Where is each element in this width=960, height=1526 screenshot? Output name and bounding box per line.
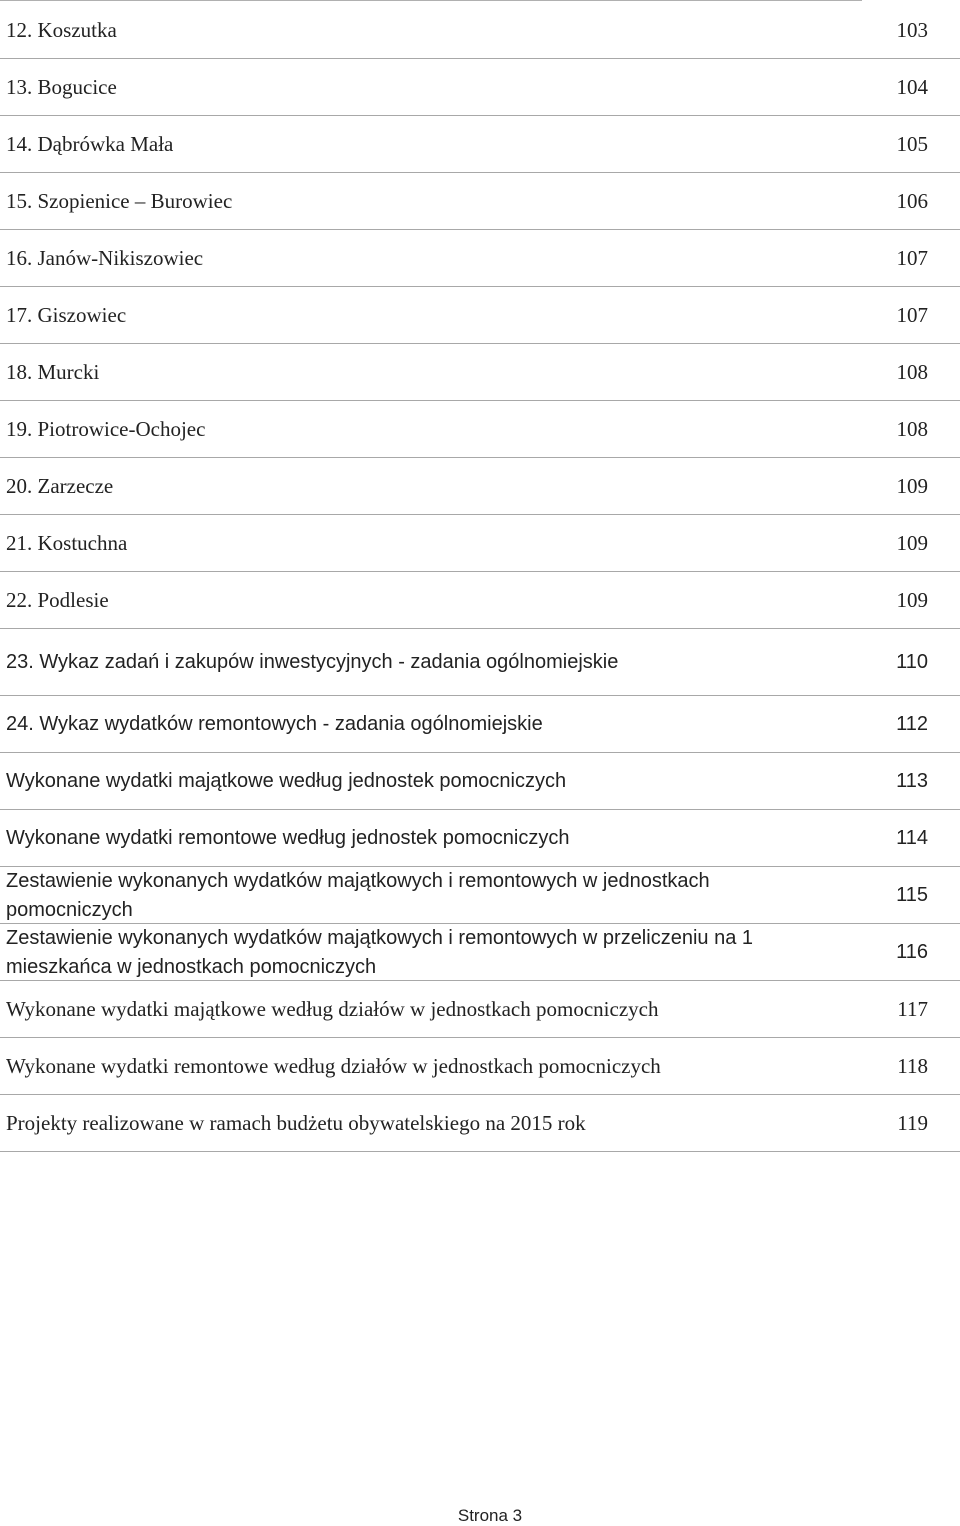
toc-entry-title[interactable]: Projekty realizowane w ramach budżetu obywatelskiego na 2015 rok [6, 1111, 586, 1135]
toc-entry-page: 108 [896, 417, 928, 441]
toc-entry-title[interactable]: 12. Koszutka [6, 18, 117, 42]
toc-entry-title[interactable]: 22. Podlesie [6, 588, 109, 612]
toc-row[interactable] [0, 116, 960, 173]
toc-row[interactable] [0, 458, 960, 515]
toc-row[interactable] [0, 2, 960, 59]
toc-entry-page: 110 [896, 651, 928, 673]
toc-entry-title[interactable]: Wykonane wydatki majątkowe według działów w jednostkach pomocniczych [6, 997, 659, 1021]
toc-row[interactable] [0, 287, 960, 344]
toc-entry-page: 115 [896, 884, 928, 906]
page-number-footer: Strona 3 [457, 1506, 523, 1525]
toc-entry-title[interactable]: 24. Wykaz wydatków remontowych - zadania ogólnomiejskie [6, 713, 543, 735]
toc-row[interactable] [0, 401, 960, 458]
table-of-contents [0, 2, 960, 1152]
toc-entry-page: 104 [896, 75, 928, 99]
toc-entry-title[interactable]: Wykonane wydatki remontowe według działów w jednostkach pomocniczych [6, 1054, 661, 1078]
toc-entry-page: 107 [896, 303, 928, 327]
toc-entry-title[interactable]: 15. Szopienice – Burowiec [6, 189, 233, 213]
toc-entry-page: 103 [896, 18, 928, 42]
toc-entry-page: 108 [896, 360, 928, 384]
toc-entry-page: 113 [896, 770, 928, 792]
toc-entry-page: 117 [897, 997, 928, 1021]
toc-entry-title[interactable]: 23. Wykaz zadań i zakupów inwestycyjnych - zadania ogólnomiejskie [6, 651, 619, 673]
toc-entry-page: 109 [896, 588, 928, 612]
toc-row[interactable] [0, 629, 960, 696]
toc-entry-page: 109 [896, 474, 928, 498]
toc-entry-title[interactable]: 16. Janów-Nikiszowiec [6, 246, 204, 270]
toc-row[interactable] [0, 1095, 960, 1152]
toc-entry-page: 109 [896, 531, 928, 555]
toc-row[interactable] [0, 572, 960, 629]
top-rule [0, 0, 862, 1]
toc-entry-title[interactable]: Zestawienie wykonanych wydatków majątkowych i remontowych w przeliczeniu na 1 mieszkańca w jednostkach pomocniczych [6, 927, 753, 978]
toc-entry-page: 114 [896, 827, 928, 849]
toc-entry-page: 107 [896, 246, 928, 270]
toc-entry-page: 105 [896, 132, 928, 156]
toc-entry-page: 112 [896, 713, 928, 735]
toc-row[interactable] [0, 344, 960, 401]
toc-row[interactable] [0, 696, 960, 753]
toc-row[interactable] [0, 810, 960, 867]
toc-entry-title[interactable]: Zestawienie wykonanych wydatków majątkowych i remontowych w jednostkach pomocniczych [6, 870, 710, 921]
toc-row[interactable] [0, 867, 960, 924]
toc-row[interactable] [0, 981, 960, 1038]
toc-entry-title[interactable]: 21. Kostuchna [6, 531, 128, 555]
toc-entry-page: 106 [896, 189, 928, 213]
toc-entry-title[interactable]: 14. Dąbrówka Mała [6, 132, 174, 156]
toc-row[interactable] [0, 173, 960, 230]
toc-entry-page: 118 [897, 1054, 928, 1078]
toc-entry-title[interactable]: 19. Piotrowice-Ochojec [6, 417, 206, 441]
toc-entry-page: 119 [897, 1111, 928, 1135]
toc-row[interactable] [0, 753, 960, 810]
toc-entry-title[interactable]: 20. Zarzecze [6, 474, 114, 498]
toc-row[interactable] [0, 230, 960, 287]
toc-entry-page: 116 [896, 941, 928, 963]
toc-row[interactable] [0, 515, 960, 572]
toc-entry-title[interactable]: Wykonane wydatki majątkowe według jednostek pomocniczych [6, 770, 567, 792]
toc-row[interactable] [0, 59, 960, 116]
toc-row[interactable] [0, 1038, 960, 1095]
toc-entry-title[interactable]: 13. Bogucice [6, 75, 117, 99]
toc-row[interactable] [0, 924, 960, 981]
toc-entry-title[interactable]: Wykonane wydatki remontowe według jednostek pomocniczych [6, 827, 570, 849]
toc-entry-title[interactable]: 18. Murcki [6, 360, 100, 384]
toc-entry-title[interactable]: 17. Giszowiec [6, 303, 127, 327]
